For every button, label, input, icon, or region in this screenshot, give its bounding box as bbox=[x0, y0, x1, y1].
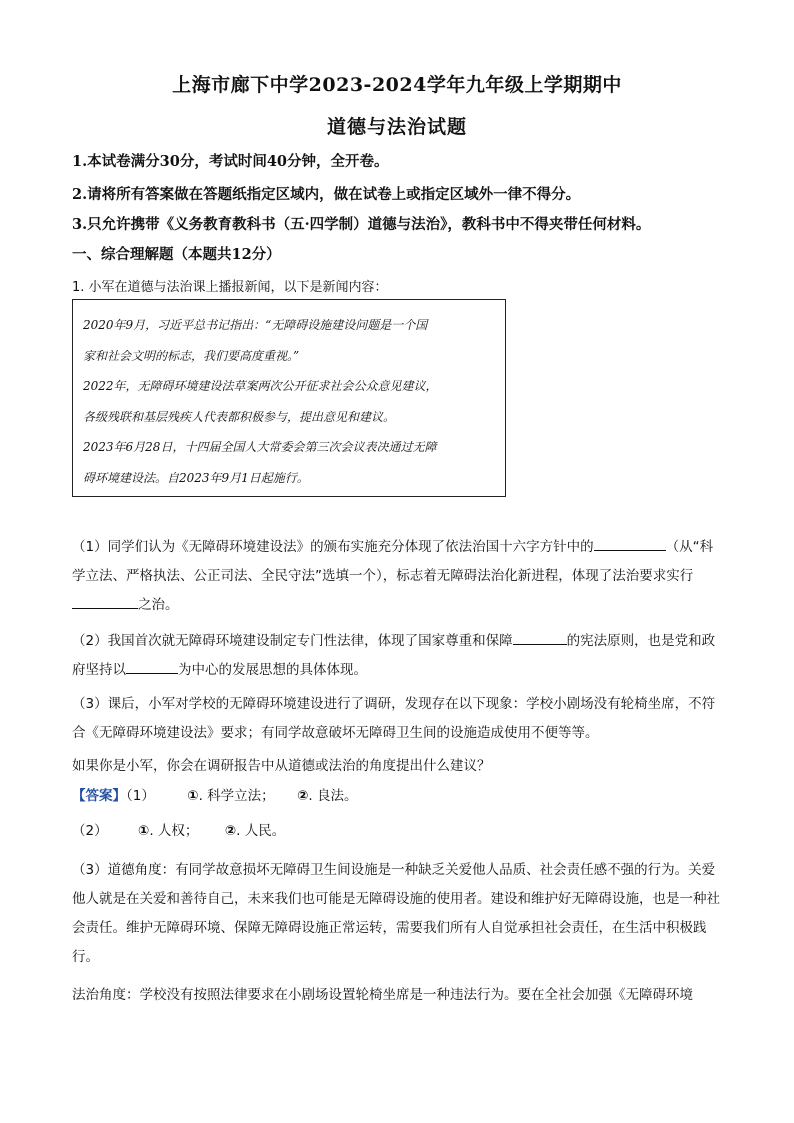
news-line: 各级残联和基层残疾人代表都积极参与，提出意见和建议。 bbox=[83, 409, 396, 424]
question-stem: 1. 小军在道德与法治课上播报新闻，以下是新闻内容： bbox=[72, 280, 388, 295]
answer-blank[interactable] bbox=[594, 534, 666, 551]
answer-line-2: （2） ①. 人权； ②. 人民。 bbox=[72, 823, 286, 839]
instruction-3: 3.只允许携带《义务教育教科书（五·四学制）道德与法治》，教科书中不得夹带任何材料。 bbox=[72, 216, 651, 233]
answer-line-1: 【答案】（1） ①. 科学立法； ②. 良法。 bbox=[72, 788, 358, 804]
exam-subtitle: 道德与法治试题 bbox=[326, 116, 467, 138]
sub-question-3-prompt: 如果你是小军，你会在调研报告中从道德或法治的角度提出什么建议？ bbox=[72, 758, 491, 774]
news-box bbox=[72, 299, 506, 497]
answer-blank[interactable] bbox=[126, 657, 178, 674]
news-line: 碍环境建设法。自2023年9月1日起施行。 bbox=[83, 470, 309, 485]
exam-title: 上海市廊下中学2023-2024学年九年级上学期期中 bbox=[172, 74, 622, 96]
section-title: 一、综合理解题（本题共12分） bbox=[72, 246, 281, 263]
news-line: 2023年6月28日，十四届全国人大常委会第三次会议表决通过无障 bbox=[83, 440, 437, 454]
answer-blank[interactable] bbox=[72, 592, 138, 609]
answer-blank[interactable] bbox=[513, 628, 567, 645]
instruction-1: 1.本试卷满分30分，考试时间40分钟，全开卷。 bbox=[72, 153, 389, 170]
news-line: 2022年，无障碍环境建设法草案两次公开征求社会公众意见建议， bbox=[83, 379, 438, 393]
sub-question-1: （1）同学们认为《无障碍环境建设法》的颁布实施充分体现了依法治国十六字方针中的 （从“科学立法、严格执法、公正司法、全民守法”选填一个），标志着无障碍法治化新进程，体现了法治要求实行之治。 bbox=[72, 533, 724, 620]
answer-3-law: 法治角度：学校没有按照法律要求在小剧场设置轮椅坐席是一种违法行为。要在全社会加强《无障碍环境 bbox=[72, 987, 693, 1003]
news-line: 2020年9月，习近平总书记指出：“无障碍设施建设问题是一个国 bbox=[83, 318, 428, 332]
sub-question-2: （2）我国首次就无障碍环境建设制定专门性法律，体现了国家尊重和保障 的宪法原则，也是党和政府坚持以 为中心的发展思想的具体体现。 bbox=[72, 627, 724, 685]
answer-tag: 【答案】 bbox=[72, 788, 126, 804]
sub-question-3: （3）课后，小军对学校的无障碍环境建设进行了调研，发现存在以下现象：学校小剧场没有轮椅坐席，不符合《无障碍环境建设法》要求；有同学故意破坏无障碍卫生间的设施造成使用不便等等。 bbox=[72, 696, 716, 741]
instruction-2: 2.请将所有答案做在答题纸指定区域内，做在试卷上或指定区域外一律不得分。 bbox=[72, 186, 581, 203]
answer-3-moral: （3）道德角度：有同学故意损坏无障碍卫生间设施是一种缺乏关爱他人品质、社会责任感不强的行为。关爱他人就是在关爱和善待自己，未来我们也可能是无障碍设施的使用者。建设和维护好无障碍设施，也是一种社会责任。维护无障碍环境、保障无障碍设施正常运转，需要我们所有人自觉承担社会责任，在生活中积极践行。 bbox=[72, 862, 720, 965]
news-line: 家和社会文明的标志，我们要高度重视。” bbox=[83, 348, 300, 363]
